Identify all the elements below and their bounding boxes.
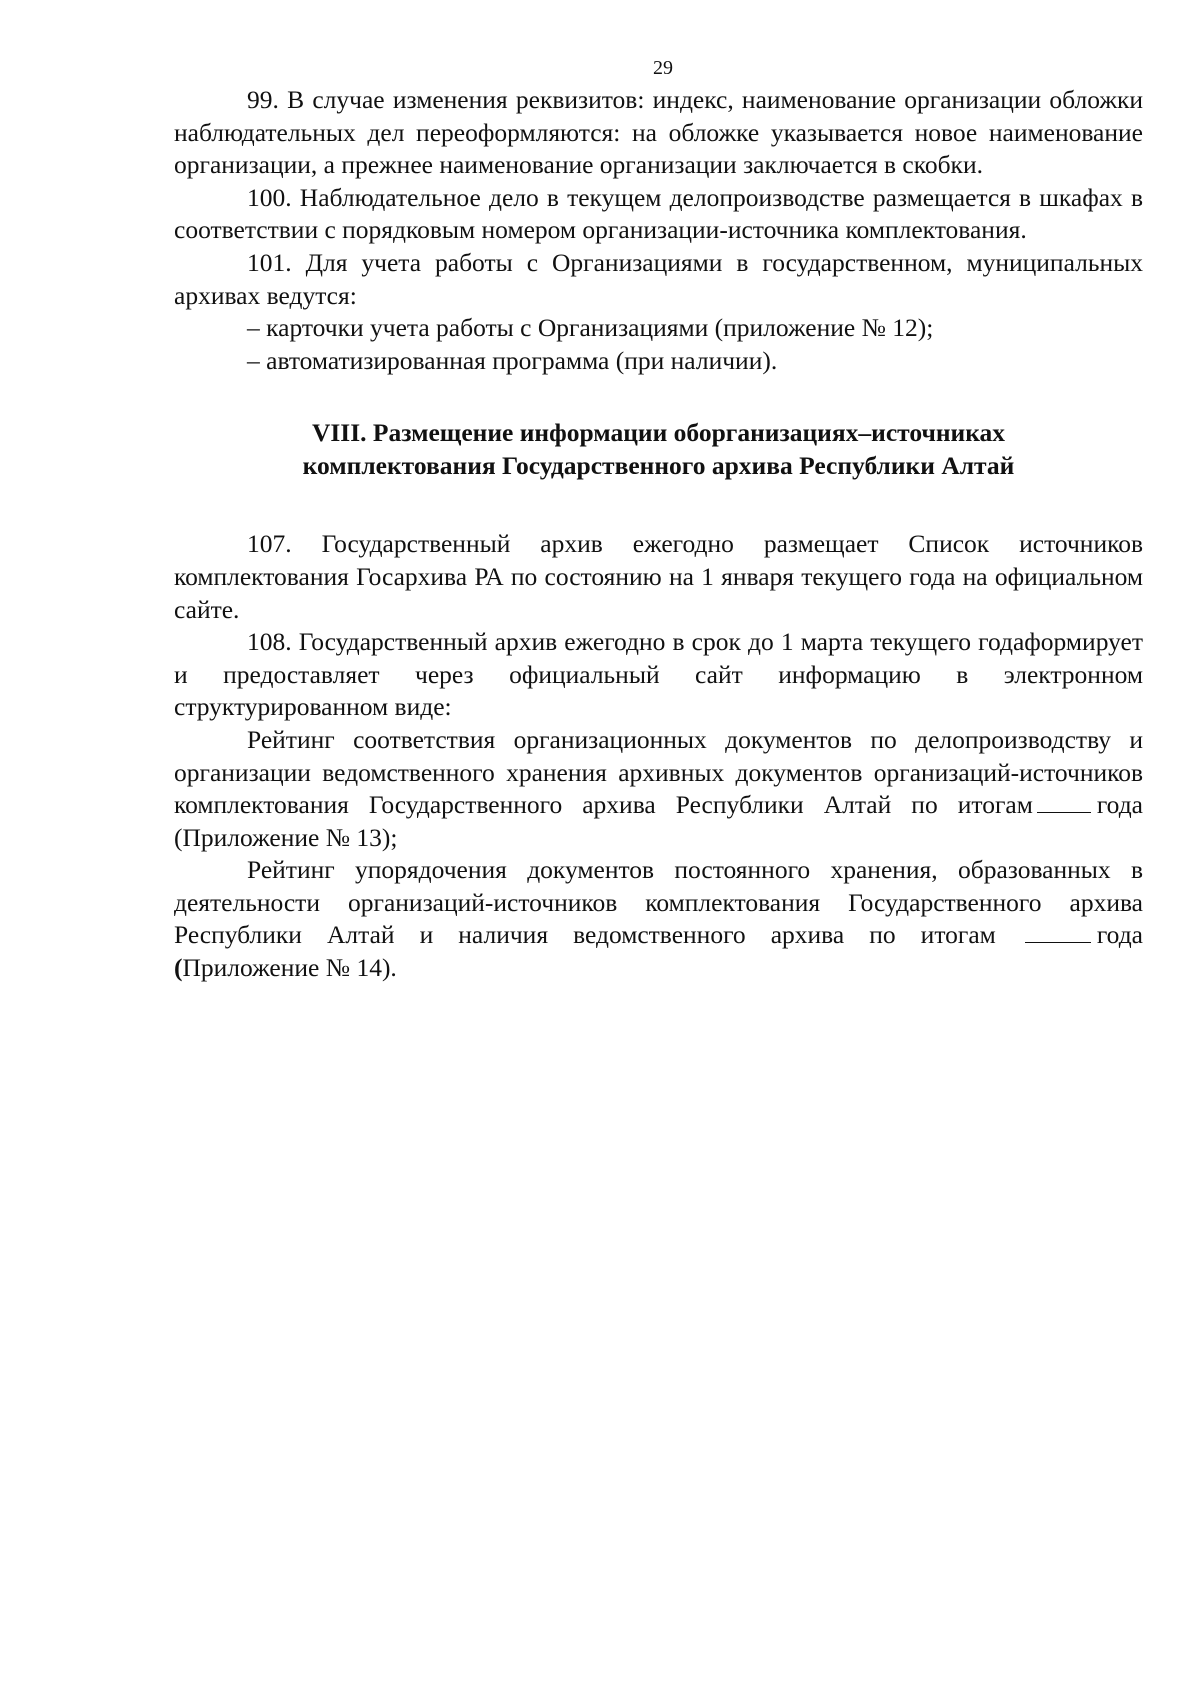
rating-2-text: Рейтинг упорядочения документов постоянного хранения, образованных в деятельности организаций-источников комплектования Государственного архива Республики Алтай и наличия ведомственного архива по итогам	[174, 855, 1143, 950]
paragraph-107: 107. Государственный архив ежегодно размещает Список источников комплектования Госархива РА по состоянию на 1 января текущего года на официальном сайте.	[174, 529, 1143, 624]
rating-paragraph-1	[174, 724, 1143, 854]
paragraph-101: 101. Для учета работы с Организациями в государственном, муниципальных архивах ведутся:	[174, 247, 1143, 310]
list-item: – карточки учета работы с Организациями (приложение № 12);	[247, 313, 934, 343]
section-heading-line-2: комплектования Государственного архива Республики Алтай	[302, 451, 1015, 481]
year-blank-line	[1025, 920, 1091, 943]
year-blank-line	[1037, 790, 1091, 813]
section-heading-line-1: VIII. Размещение информации оборганизациях–источниках	[311, 418, 1006, 448]
rating-2-year-word: года	[1096, 920, 1143, 950]
rating-paragraph-2	[174, 854, 1143, 984]
rating-2-appendix: Приложение № 14).	[182, 953, 397, 983]
section-heading	[174, 416, 1143, 482]
paragraph-108: 108. Государственный архив ежегодно в срок до 1 марта текущего годаформирует и предоставляет через официальный сайт информацию в электронном структурированном виде:	[174, 627, 1143, 722]
rating-1-appendix: года (Приложение № 13);	[174, 790, 1143, 852]
rating-1-text: Рейтинг соответствия организационных документов по делопроизводству и организации ведомственного хранения архивных документов организаций-источников комплектования Государственного архива Республики Алтай по итогам	[174, 724, 1143, 820]
document-body	[174, 84, 1143, 985]
paragraph-100: 100. Наблюдательное дело в текущем делопроизводстве размещается в шкафах в соответствии с порядковым номером организации-источника комплектования.	[174, 182, 1143, 245]
paragraph-99: 99. В случае изменения реквизитов: индекс, наименование организации обложки наблюдательных дел переоформляются: на обложке указывается новое наименование организации, а прежнее наименование организации заключается в скобки.	[174, 85, 1143, 180]
page-number: 29	[653, 57, 673, 79]
list-item: – автоматизированная программа (при наличии).	[247, 345, 778, 375]
rating-2-open-paren: (	[174, 953, 183, 983]
